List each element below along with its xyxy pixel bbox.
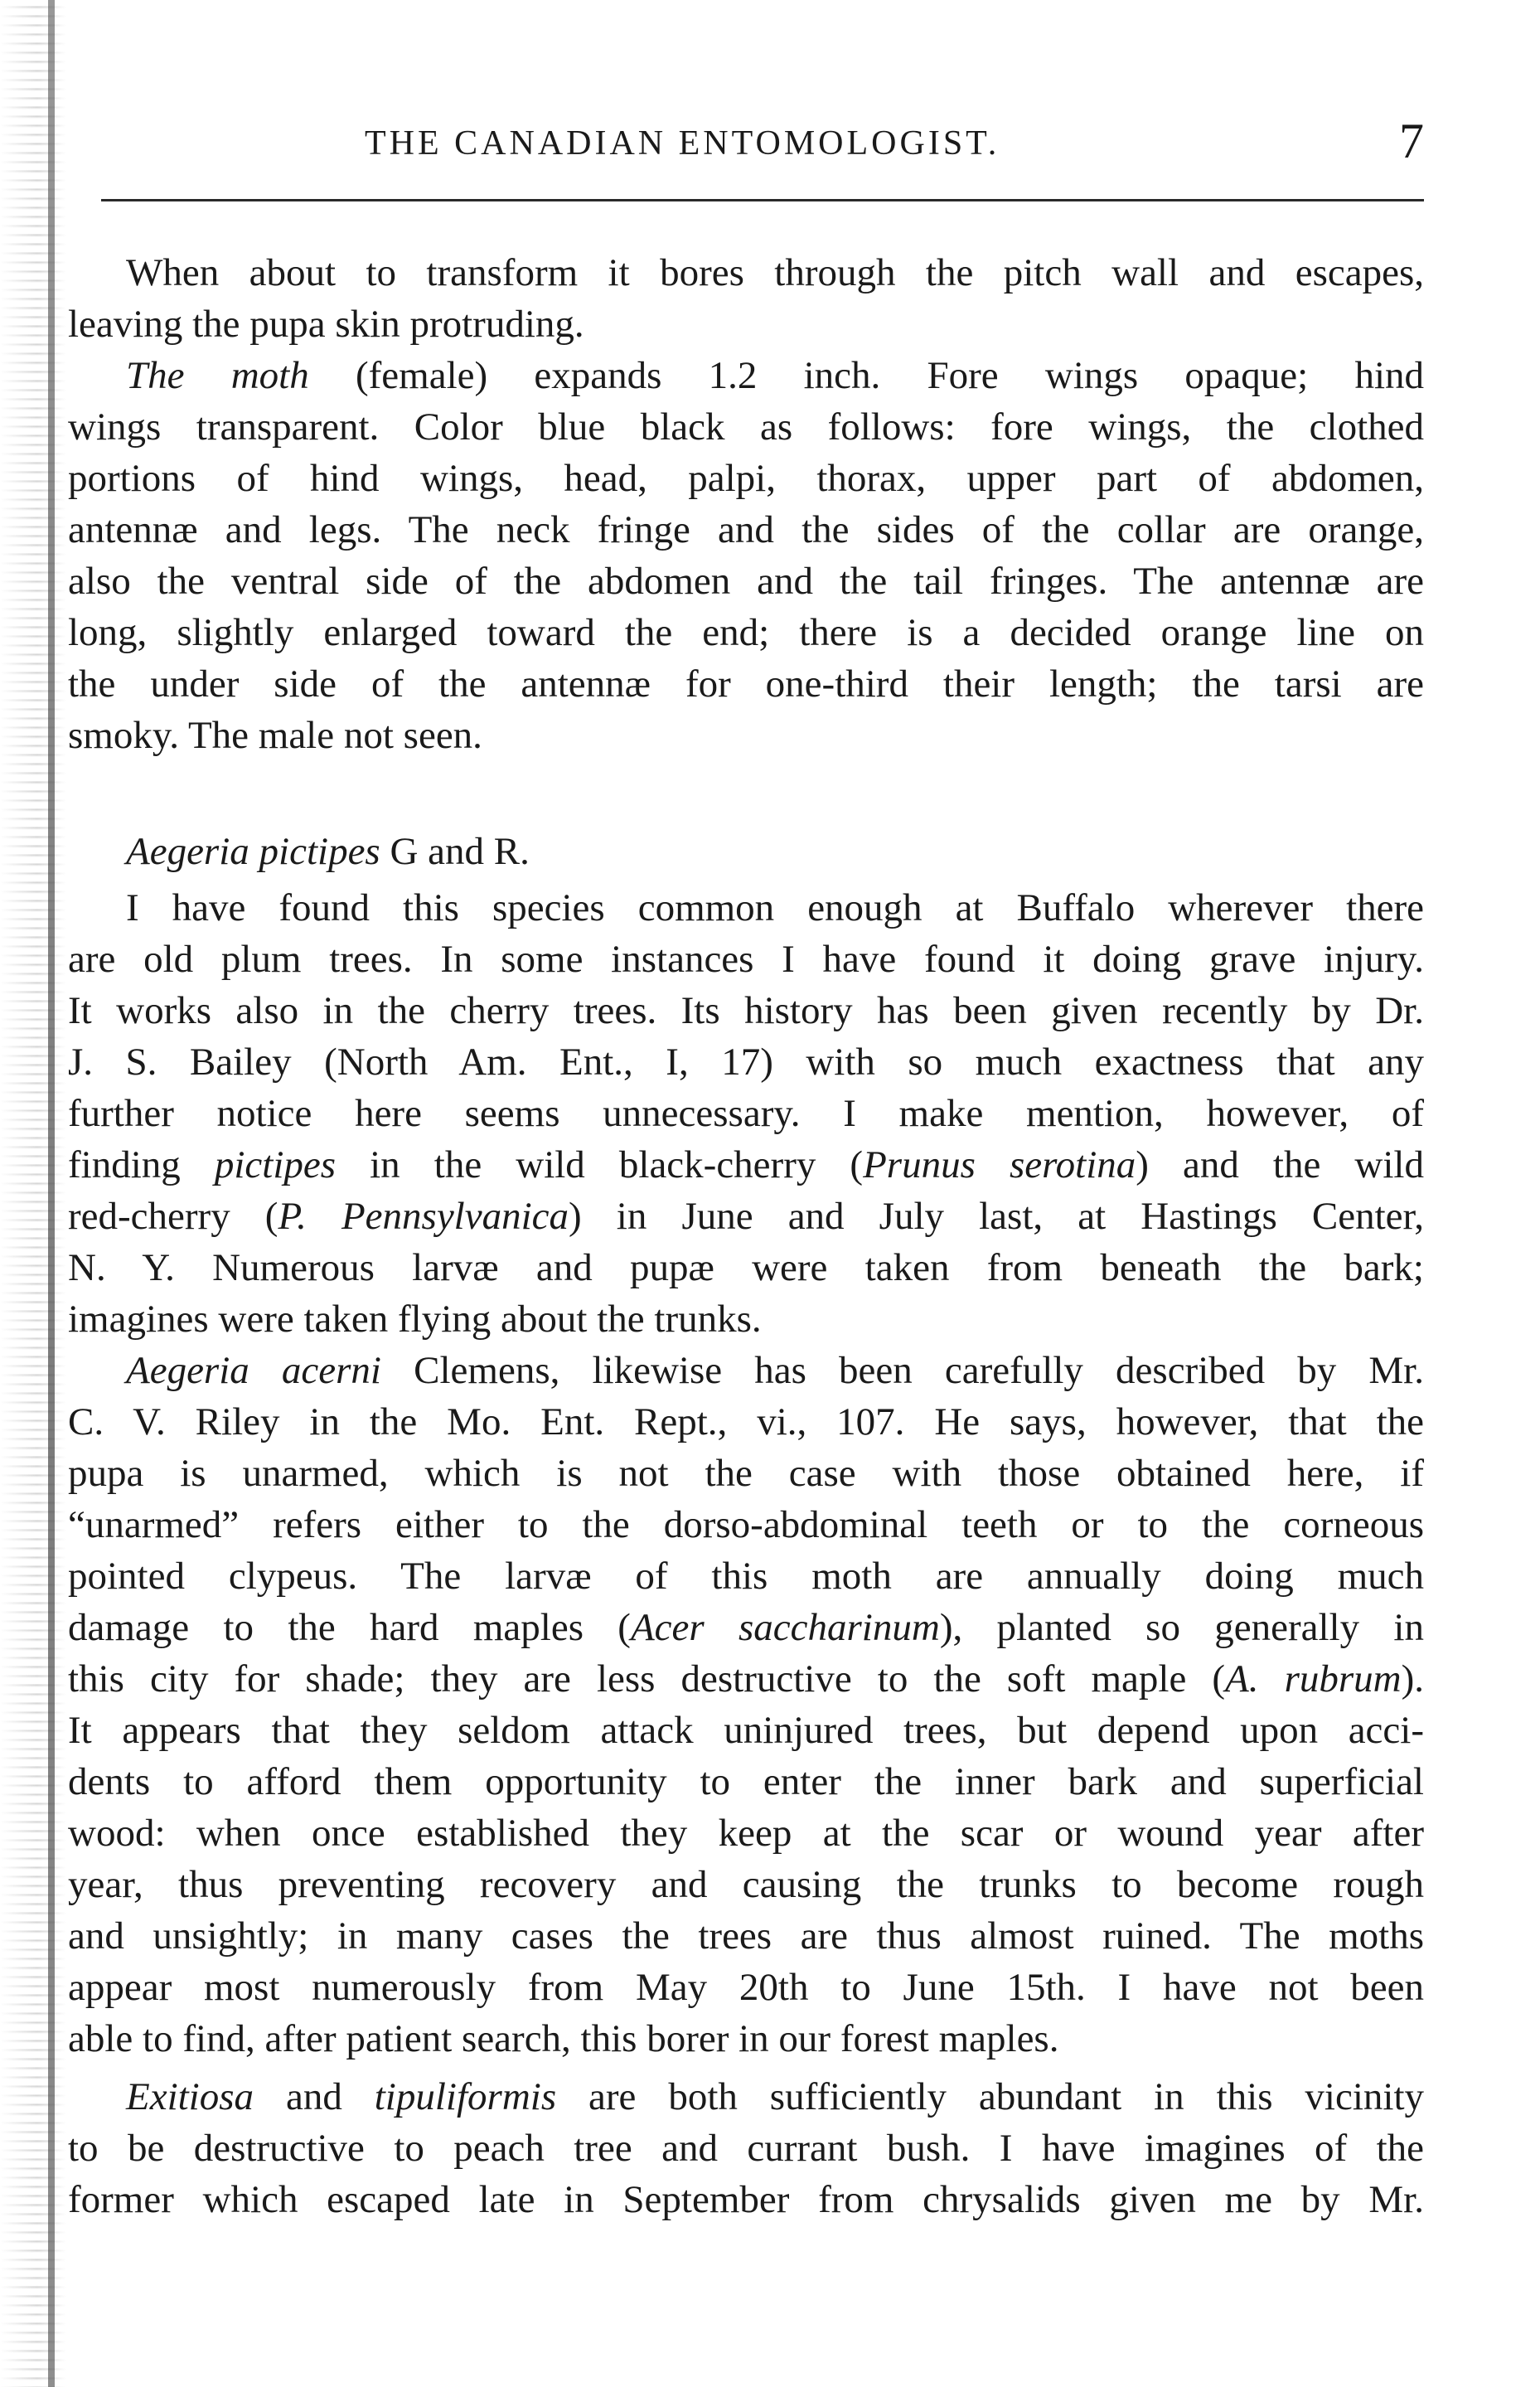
text-line: smoky. The male not seen. [68,714,482,757]
text-line: the under side of the antennæ for one-third their length; the tarsi are [68,662,1424,706]
text-run: ) in June and July last, at Hastings Center, [569,1195,1425,1238]
text-line: “unarmed” refers either to the dorso-abdominal teeth or to the corneous [68,1503,1424,1546]
text-line: also the ventral side of the abdomen and the tail fringes. The antennæ are [68,560,1424,603]
text-line: portions of hind wings, head, palpi, thorax, upper part of abdomen, [68,457,1424,500]
text-line: able to find, after patient search, this borer in our forest maples. [68,2017,1059,2060]
text-line: imagines were taken flying about the trunks. [68,1298,762,1341]
text-line: year, thus preventing recovery and causing the trunks to become rough [68,1863,1424,1906]
page-number: 7 [1399,114,1424,168]
text-run: damage to the hard maples ( [68,1606,631,1649]
text-line: long, slightly enlarged toward the end; there is a decided orange line on [68,611,1424,654]
italic-lead: The moth [126,354,309,397]
text-run: finding [68,1143,215,1186]
text-line: antennæ and legs. The neck fringe and the sides of the collar are orange, [68,508,1424,551]
text-run: in the wild black-cherry ( [336,1143,864,1186]
text-line: It works also in the cherry trees. Its history has been given recently by Dr. [68,989,1424,1032]
text-line [126,1345,1424,1396]
italic-run: P. Pennsylvanica [278,1195,569,1238]
text-line: J. S. Bailey (North Am. Ent., I, 17) with so much exactness that any [68,1041,1424,1084]
text-line [68,1602,1424,1653]
text-line: When about to transform it bores through the pitch wall and escapes, [126,251,1424,294]
italic-run: Exitiosa [126,2075,254,2118]
text-line: It appears that they seldom attack uninjured trees, but depend upon acci- [68,1709,1424,1752]
text-line: pointed clypeus. The larvæ of this moth are annually doing much [68,1555,1424,1598]
text-run: this city for shade; they are less destructive to the soft maple ( [68,1657,1226,1700]
text-run: are both sufficiently abundant in this vicinity [556,2075,1424,2118]
text-run: Clemens, likewise has been carefully described by Mr. [381,1349,1424,1392]
text-line [68,1139,1424,1191]
text-line: wood: when once established they keep at the scar or wound year after [68,1812,1424,1855]
text-line: C. V. Riley in the Mo. Ent. Rept., vi., 107. He says, however, that the [68,1400,1424,1443]
text-line [68,1653,1424,1705]
text-line: and unsightly; in many cases the trees are thus almost ruined. The moths [68,1914,1424,1958]
text-line: dents to afford them opportunity to enter the inner bark and superficial [68,1760,1424,1803]
text-line [126,2071,1424,2123]
species-name: Aegeria pictipes [126,830,380,873]
text-run: red-cherry ( [68,1195,278,1238]
text-line [126,350,1424,401]
italic-run: Acer saccharinum [630,1606,940,1649]
italic-run: A. rubrum [1225,1657,1402,1700]
text-line: are old plum trees. In some instances I have found it doing grave injury. [68,938,1424,981]
section-heading [126,826,530,877]
text-line: further notice here seems unnecessary. I make mention, however, of [68,1092,1424,1135]
running-title: THE CANADIAN ENTOMOLOGIST. [365,124,1000,163]
text-line [68,1191,1424,1242]
italic-run: Prunus serotina [863,1143,1136,1186]
text-line: I have found this species common enough at Buffalo wherever there [126,886,1424,929]
authority: G and R. [380,830,530,873]
text-line: former which escaped late in September from chrysalids given me by Mr. [68,2178,1424,2221]
text-line: appear most numerously from May 20th to June 15th. I have not been [68,1966,1424,2009]
text-line: wings transparent. Color blue black as follows: fore wings, the clothed [68,405,1424,449]
text-line: N. Y. Numerous larvæ and pupæ were taken from beneath the bark; [68,1246,1424,1289]
text-line: pupa is unarmed, which is not the case with those obtained here, if [68,1452,1424,1495]
text-run: ). [1401,1657,1425,1700]
italic-run: Aegeria acerni [126,1349,381,1392]
text-run: (female) expands 1.2 inch. Fore wings opaque; hind [308,354,1425,397]
text-run: and [254,2075,375,2118]
italic-run: pictipes [214,1143,337,1186]
italic-run: tipuliformis [374,2075,557,2118]
text-line: leaving the pupa skin protruding. [68,303,584,346]
text-run: ), planted so generally in [939,1606,1424,1649]
text-line: to be destructive to peach tree and currant bush. I have imagines of the [68,2127,1424,2170]
text-run: ) and the wild [1136,1143,1424,1186]
